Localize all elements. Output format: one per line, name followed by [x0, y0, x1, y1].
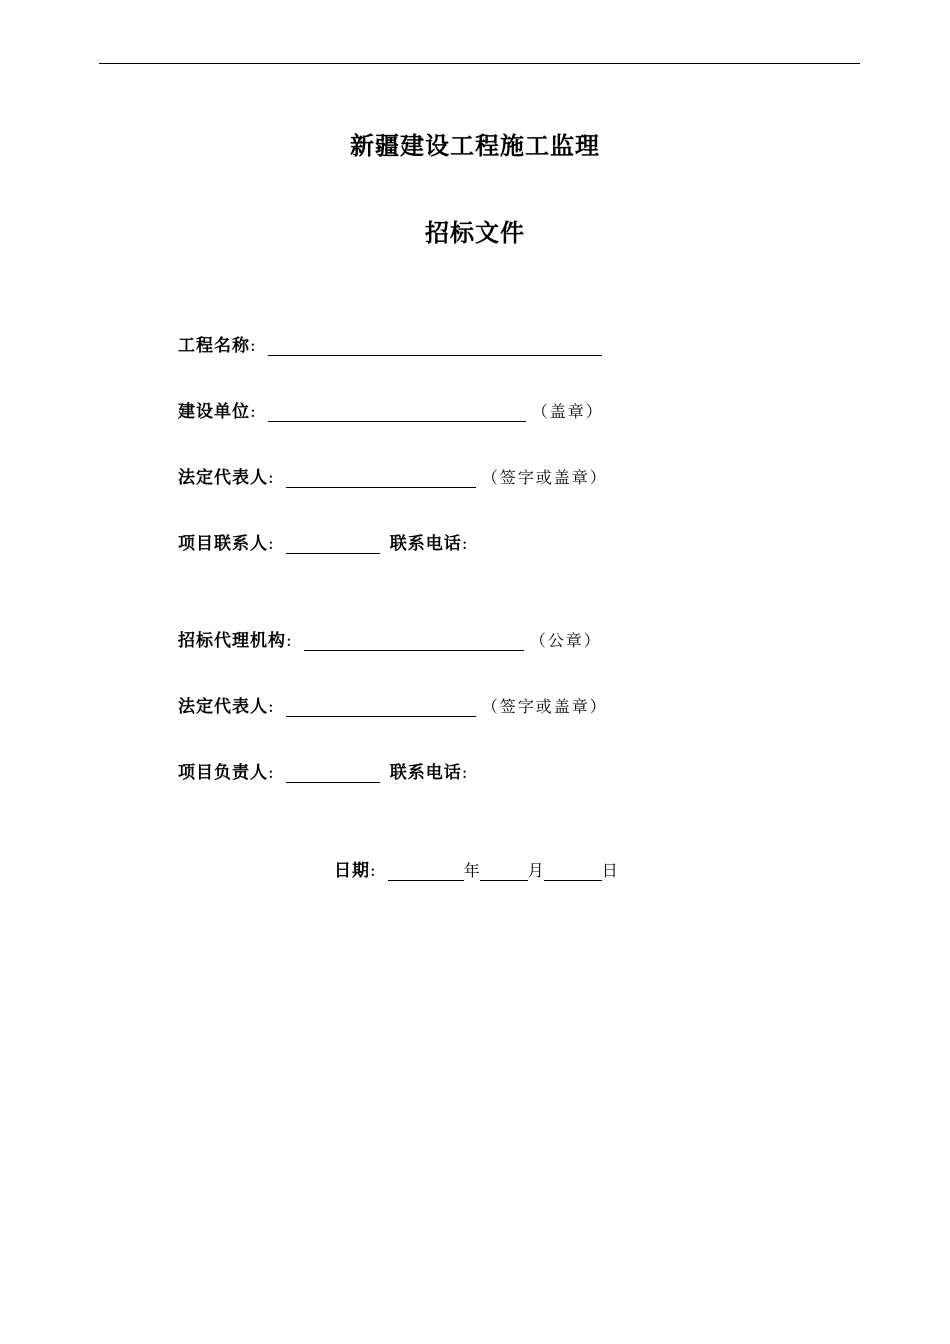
- colon: :: [461, 534, 468, 554]
- project-name-row: [178, 332, 602, 356]
- colon: :: [268, 763, 274, 783]
- agency-lead-label: 项目负责人: [178, 763, 268, 783]
- date-month-unit: 月: [527, 861, 544, 880]
- date-row: [334, 857, 618, 881]
- colon: :: [370, 861, 376, 881]
- agency-phone-label: 联系电话: [389, 763, 462, 783]
- date-day-unit: 日: [601, 861, 618, 880]
- agency-rep-field[interactable]: [286, 698, 476, 717]
- date-year-unit: 年: [463, 861, 480, 880]
- document-title: 新疆建设工程施工监理: [350, 131, 600, 160]
- agency-field[interactable]: [304, 632, 524, 651]
- agency-label: 招标代理机构: [178, 631, 286, 651]
- colon: :: [268, 468, 274, 488]
- owner-rep-row: [178, 464, 608, 488]
- owner-label: 建设单位: [178, 402, 250, 422]
- date-day-field[interactable]: [544, 862, 602, 881]
- owner-rep-sign-note: （签字或盖章）: [481, 468, 608, 487]
- agency-rep-sign-note: （签字或盖章）: [481, 697, 608, 716]
- owner-contact-label: 项目联系人: [178, 534, 268, 554]
- project-name-field[interactable]: [268, 337, 602, 356]
- agency-rep-row: [178, 693, 608, 717]
- owner-contact-row: [178, 530, 479, 554]
- owner-field[interactable]: [268, 403, 526, 422]
- project-name-label: 工程名称: [178, 336, 250, 356]
- document-subtitle: 招标文件: [425, 218, 525, 247]
- agency-lead-field[interactable]: [286, 764, 380, 783]
- agency-lead-row: [178, 759, 479, 783]
- colon: :: [461, 763, 468, 783]
- owner-row: [178, 398, 604, 422]
- date-label: 日期: [334, 861, 370, 881]
- agency-seal-note: （公章）: [529, 631, 602, 650]
- colon: :: [250, 336, 256, 356]
- owner-rep-field[interactable]: [286, 469, 476, 488]
- colon: :: [250, 402, 256, 422]
- date-month-field[interactable]: [480, 862, 528, 881]
- colon: :: [268, 534, 274, 554]
- colon: :: [268, 697, 274, 717]
- owner-rep-label: 法定代表人: [178, 468, 268, 488]
- date-year-field[interactable]: [388, 862, 464, 881]
- owner-phone-label: 联系电话: [389, 534, 462, 554]
- owner-contact-field[interactable]: [286, 535, 380, 554]
- agency-rep-label: 法定代表人: [178, 697, 268, 717]
- agency-row: [178, 627, 602, 651]
- colon: :: [286, 631, 292, 651]
- header-rule: [99, 63, 860, 64]
- owner-seal-note: （盖章）: [531, 402, 604, 421]
